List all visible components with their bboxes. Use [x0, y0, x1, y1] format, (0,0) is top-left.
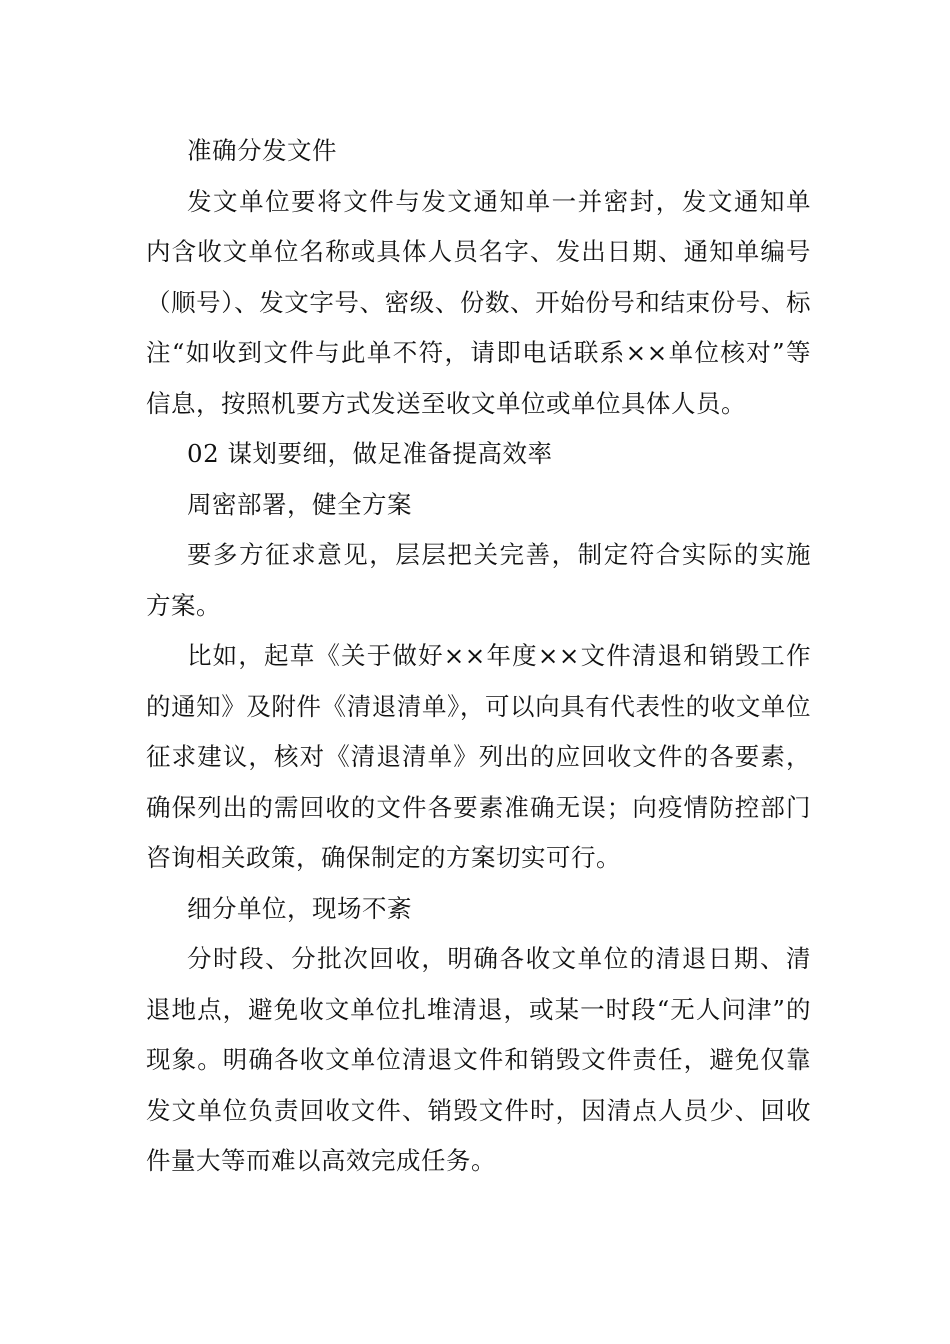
section-heading-02-planning: 02 谋划要细，做足准备提高效率: [187, 439, 553, 468]
document-body: [146, 126, 811, 1187]
paragraph-batch-recovery: 分时段、分批次回收，明确各收文单位的清退日期、清退地点，避免收文单位扎堆清退，或某一时段“无人问津”的现象。明确各收文单位清退文件和销毁文件责任，避免仅靠发文单位负责回收文件、销毁文件时，因清点人员少、回收件量大等而难以高效完成任务。: [146, 944, 811, 1175]
subheading-subdivide-units: 细分单位，现场不紊: [187, 893, 412, 923]
paragraph-solicit-opinions: 要多方征求意见，层层把关完善，制定符合实际的实施方案。: [146, 540, 811, 620]
paragraph-example-drafting: 比如，起草《关于做好××年度××文件清退和销毁工作的通知》及附件《清退清单》，可以向具有代表性的收文单位征求建议，核对《清退清单》列出的应回收文件的各要素，确保列出的需回收的文件各要素准确无误；向疫情防控部门咨询相关政策，确保制定的方案切实可行。: [146, 641, 811, 872]
section-heading-distribute: 准确分发文件: [187, 136, 337, 165]
paragraph-distribution-details: 发文单位要将文件与发文通知单一并密封，发文通知单内含收文单位名称或具体人员名字、发出日期、通知单编号（顺号）、发文字号、密级、份数、开始份号和结束份号、标注“如收到文件与此单不符，请即电话联系××单位核对”等信息，按照机要方式发送至收文单位或单位具体人员。: [146, 186, 811, 418]
subheading-deployment: 周密部署，健全方案: [187, 489, 412, 519]
